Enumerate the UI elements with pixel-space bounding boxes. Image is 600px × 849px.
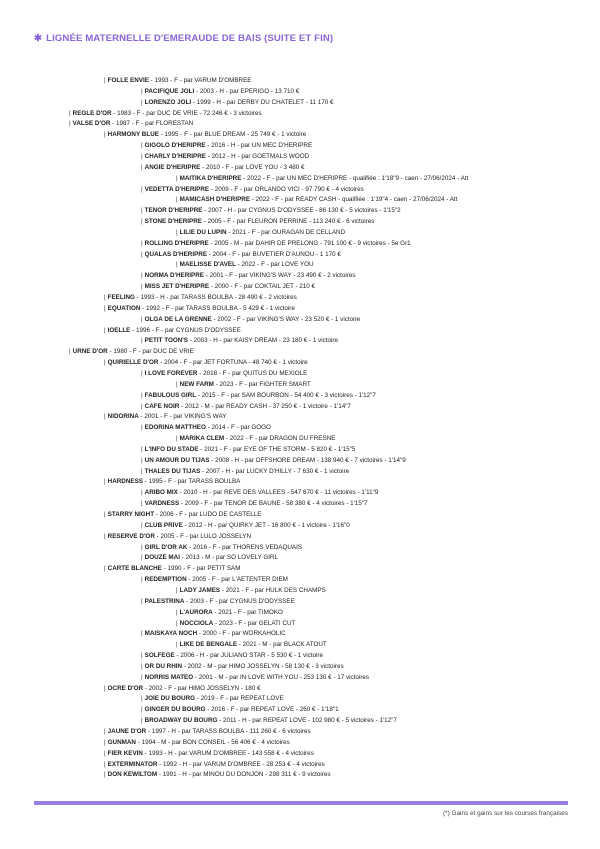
indent-bar: | — [104, 326, 106, 334]
pedigree-line — [141, 270, 356, 281]
pedigree-line — [104, 411, 226, 422]
indent-bar: | — [104, 684, 106, 692]
indent-bar: | — [104, 565, 106, 573]
indent-bar: | — [104, 749, 106, 757]
indent-bar: | — [141, 283, 143, 291]
pedigree-line — [104, 748, 314, 759]
horse-name: REDEMPTION — [144, 576, 187, 584]
horse-details: - 2010 - H - par REVE DES VALLEES - 547 670 € - 11 victoires - 1'11"9 — [177, 489, 379, 497]
horse-name: CARTE BLANCHE — [107, 565, 162, 573]
pedigree-line — [104, 509, 262, 520]
horse-name: QUIRIELLE D'OR — [107, 359, 159, 367]
pedigree-line — [141, 140, 312, 151]
horse-name: EQUATION — [107, 304, 141, 312]
pedigree-line — [141, 162, 305, 173]
horse-details: - 2013 - M - par SO LOVELY GIRL — [179, 554, 279, 562]
indent-bar: | — [176, 196, 178, 204]
horse-name: HARDNESS — [107, 478, 143, 486]
indent-bar: | — [141, 185, 143, 193]
horse-name: PALESTRINA — [144, 597, 185, 605]
horse-details: - 1999 - H - par DERBY DU CHATELET - 11 170 € — [191, 98, 334, 106]
horse-details: - 2000 - F - par COKTAIL JET - 210 € — [209, 283, 316, 291]
horse-name: UN AMOUR DU TIJAS — [144, 456, 210, 464]
indent-bar: | — [141, 456, 143, 464]
horse-details: - 2021 - F - par OURAGAN DE CELLAND — [226, 228, 346, 236]
pedigree-line — [141, 574, 288, 585]
pedigree-line — [141, 205, 401, 216]
indent-bar: | — [104, 760, 106, 768]
indent-bar: | — [141, 695, 143, 703]
horse-details: - 2012 - H - par GOETMALS WOOD — [205, 152, 310, 160]
horse-details: - 1992 - H - par VARUM D'OMBREE - 28 253 € - 4 victoires — [157, 760, 325, 768]
pedigree-line — [141, 628, 286, 639]
horse-name: DOUZE MAI — [144, 554, 180, 562]
indent-bar: | — [176, 586, 178, 594]
horse-name: SOLFEGE — [144, 652, 175, 660]
pedigree-line — [141, 368, 307, 379]
indent-bar: | — [141, 576, 143, 584]
indent-bar: | — [141, 543, 143, 551]
horse-name: FIER KEVIN — [107, 749, 143, 757]
pedigree-line — [141, 422, 271, 433]
indent-bar: | — [141, 662, 143, 670]
pedigree-line — [104, 476, 240, 487]
horse-details: - 2022 - F - par READY CASH - qualifiée : 1'19"4 - caen - 27/06/2024 - Att — [250, 196, 458, 204]
horse-details: - 1993 - H - par TARASS BOULBA - 28 490 € - 2 victoires — [134, 294, 297, 301]
horse-details: - 2007 - H - par LUCKY D'HILLY - 7 630 € - 1 victoire — [200, 467, 350, 475]
horse-details: - 2014 - F - par GOGO — [205, 424, 271, 432]
indent-bar: | — [141, 467, 143, 475]
horse-name: PETIT TOON'S — [144, 337, 189, 345]
indent-bar: | — [141, 207, 143, 215]
pedigree-line — [141, 86, 299, 97]
pedigree-line — [141, 715, 397, 726]
indent-bar: | — [176, 641, 178, 649]
horse-name: NOCCIOLA — [179, 619, 214, 627]
horse-details: - 2002 - F - par HIMO JOSSELYN - 180 € — [143, 684, 261, 692]
horse-name: ARIBO MIX — [144, 489, 178, 497]
indent-bar: | — [141, 500, 143, 508]
horse-name: LILIE DU LUPIN — [179, 228, 227, 236]
horse-details: - 2001 - F - par VIKING'S WAY - 23 490 € - 2 victoires — [203, 272, 356, 280]
indent-bar: | — [141, 402, 143, 410]
indent-bar: | — [104, 728, 106, 735]
horse-name: DON KEWILTOM — [107, 771, 158, 779]
pedigree-line — [176, 259, 314, 270]
horse-details: - 2001 - F - par VIKING'S WAY — [138, 413, 227, 421]
horse-name: MARIKA CLEM — [179, 435, 225, 443]
horse-details: - 1997 - H - par TARASS BOULBA - 111 260 € - 6 victoires — [146, 728, 311, 735]
horse-name: MAITIKA D'HERIPRE — [179, 174, 242, 182]
indent-bar: | — [141, 424, 143, 432]
indent-bar: | — [176, 261, 178, 269]
pedigree-line — [176, 639, 327, 650]
indent-bar: | — [104, 294, 106, 301]
horse-name: THALES DU TIJAS — [144, 467, 201, 475]
pedigree-line — [104, 325, 241, 336]
horse-name: NORMA D'HERIPRE — [144, 272, 204, 280]
horse-details: - 2023 - F - par GELATI CUT — [213, 619, 296, 627]
pedigree-line — [104, 683, 261, 694]
pedigree-line — [104, 75, 252, 86]
pedigree-line — [141, 314, 360, 325]
pedigree-line — [141, 542, 302, 553]
horse-details: - 1992 - F - par TARASS BOULBA - 5 429 € - 1 victoire — [140, 304, 295, 312]
star-icon: ✱ — [34, 33, 43, 44]
pedigree-line — [104, 563, 241, 574]
indent-bar: | — [176, 619, 178, 627]
indent-bar: | — [141, 98, 143, 106]
horse-name: JOIE DU BOURG — [144, 695, 196, 703]
pedigree-line — [141, 661, 344, 672]
pedigree-line — [104, 303, 295, 314]
horse-name: LORENZO JOLI — [144, 98, 192, 106]
pedigree-line — [141, 151, 309, 162]
page-title — [34, 33, 333, 44]
horse-details: - 2016 - F - par REPEAT LOVE - 260 € - 1'18"1 — [205, 706, 339, 714]
pedigree-line — [141, 520, 350, 531]
horse-name: OCRE D'OR — [107, 684, 144, 692]
horse-details: - 2006 - F - par LUDO DE CASTELLE — [154, 511, 262, 518]
horse-name: URNE D'OR — [72, 348, 108, 356]
horse-name: CLUB PRIVE — [144, 521, 183, 529]
horse-name: TENOR D'HERIPRE — [144, 207, 203, 215]
indent-bar: | — [141, 445, 143, 453]
indent-bar: | — [141, 717, 143, 725]
horse-name: FEELING — [107, 294, 135, 301]
indent-bar: | — [141, 706, 143, 714]
page-title-text: LIGNÉE MATERNELLE D'EMERAUDE DE BAIS (SUITE ET FIN) — [46, 33, 334, 44]
indent-bar: | — [141, 652, 143, 660]
horse-details: - 2011 - H - par REPEAT LOVE - 102 980 € - 5 victoires - 1'12"7 — [217, 717, 397, 725]
pedigree-line — [176, 379, 311, 390]
indent-bar: | — [104, 359, 106, 367]
horse-details: - 1995 - F - par TARASS BOULBA — [142, 478, 241, 486]
horse-name: HARMONY BLUE — [107, 131, 159, 139]
pedigree-line — [176, 227, 345, 238]
horse-name: IOELLE — [107, 326, 131, 334]
pedigree-line — [69, 118, 193, 129]
horse-details: - 2021 - F - par HULK DES CHAMPS — [220, 586, 326, 594]
horse-name: VEDETTA D'HERIPRE — [144, 185, 210, 193]
horse-details: - 2015 - F - par SAM BOURBON - 54 400 € - 3 victoires - 1'12"7 — [196, 391, 376, 399]
horse-name: OLGA DE LA GRENNE — [144, 315, 212, 323]
horse-details: - 2004 - F - par BUVETIER D'AUNOU - 1 170 € — [207, 250, 341, 258]
horse-name: GINGER DU BOURG — [144, 706, 206, 714]
horse-name: FOLLE ENVIE — [107, 77, 149, 84]
pedigree-line — [141, 487, 378, 498]
indent-bar: | — [69, 109, 71, 117]
horse-name: OR DU RHIN — [144, 662, 183, 670]
pedigree-line — [141, 693, 284, 704]
horse-details: - 1993 - F - par VARUM D'OMBREE — [148, 77, 252, 84]
pedigree-line — [69, 346, 194, 357]
horse-details: - 2005 - F - par LULO JOSSELYN — [154, 532, 251, 540]
pedigree-line — [176, 194, 457, 205]
horse-name: REGLE D'OR — [72, 109, 112, 117]
horse-details: - 2021 - F - par TIMOKO — [212, 608, 283, 616]
indent-bar: | — [141, 489, 143, 497]
pedigree-line — [141, 390, 376, 401]
pedigree-line — [176, 173, 468, 184]
indent-bar: | — [176, 608, 178, 616]
horse-details: - 2021 - M - par BLACK ATOUT — [237, 641, 327, 649]
horse-name: RESERVE D'OR — [107, 532, 155, 540]
footer-note: (*) Gains et gains sur les courses françaises — [442, 810, 568, 817]
horse-name: VALSE D'OR — [72, 120, 111, 128]
horse-name: JAUNE D'OR — [107, 728, 147, 735]
horse-details: - 2012 - M - par READY CASH - 37 250 € - 1 victoire - 1'14"7 — [179, 402, 351, 410]
horse-name: MAISKAYA NOCH — [144, 630, 198, 638]
horse-details: - 2000 - F - par WORKAHOLIC — [197, 630, 286, 638]
indent-bar: | — [176, 435, 178, 443]
indent-bar: | — [104, 738, 106, 746]
horse-details: - 2003 - F - par CYGNUS D'ODYSSEE — [184, 597, 295, 605]
indent-bar: | — [141, 163, 143, 171]
horse-details: - 2009 - F - par ORLANDO VICI - 97 790 € - 4 victoires — [209, 185, 364, 193]
pedigree-line — [141, 281, 315, 292]
pedigree-line — [141, 455, 406, 466]
horse-details: - 1993 - H - par VARUM D'OMBREE - 143 558 € - 4 victoires — [142, 749, 314, 757]
pedigree-line — [141, 444, 355, 455]
horse-name: MAELISSE D'AVEL — [179, 261, 236, 269]
indent-bar: | — [141, 521, 143, 529]
pedigree-line — [104, 759, 325, 770]
horse-details: - 2005 - F - par FLEURON PERRINE - 113 240 € - 6 victoires — [202, 218, 375, 226]
horse-details: - 2023 - F - par FIGHTER SMART — [213, 380, 311, 388]
pedigree-line — [141, 216, 374, 227]
indent-bar: | — [104, 304, 106, 312]
indent-bar: | — [176, 380, 178, 388]
indent-bar: | — [141, 87, 143, 95]
horse-details: - 1996 - F - par CYGNUS D'ODYSSEE — [130, 326, 241, 334]
indent-bar: | — [141, 337, 143, 345]
pedigree-line — [141, 249, 341, 260]
indent-bar: | — [141, 142, 143, 150]
horse-details: - 2019 - F - par REPEAT LOVE — [195, 695, 284, 703]
pedigree-line — [141, 672, 369, 683]
horse-name: L'AURORA — [179, 608, 213, 616]
horse-details: - 2001 - M - par IN LOVE WITH YOU - 253 130 € - 17 victoires — [193, 673, 370, 681]
pedigree-line — [176, 433, 335, 444]
indent-bar: | — [141, 554, 143, 562]
horse-details: - 2018 - F - par QUITUS DU MEXIOLE — [197, 369, 308, 377]
horse-name: EDORINA MATTHEO — [144, 424, 206, 432]
indent-bar: | — [141, 597, 143, 605]
horse-name: STARRY NIGHT — [107, 511, 155, 518]
pedigree-line — [104, 292, 297, 303]
indent-bar: | — [104, 532, 106, 540]
horse-name: FABULOUS GIRL — [144, 391, 197, 399]
indent-bar: | — [104, 478, 106, 486]
pedigree-line — [141, 401, 351, 412]
pedigree-line — [176, 607, 283, 618]
indent-bar: | — [141, 218, 143, 226]
horse-name: MISS JET D'HERIPRE — [144, 283, 210, 291]
horse-name: GIRL D'OR AK — [144, 543, 188, 551]
pedigree-line — [104, 726, 311, 737]
horse-details: - 2003 - H - par EPERIGO - 13 710 € — [194, 87, 300, 95]
horse-details: - 2022 - F - par DRAGON DU FRESNE — [224, 435, 336, 443]
horse-details: - 2007 - H - par CYGNUS D'ODYSSEE - 86 130 € - 5 victoires - 1'15"2 — [202, 207, 401, 215]
indent-bar: | — [69, 348, 71, 356]
pedigree-line — [141, 184, 364, 195]
horse-name: BROADWAY DU BOURG — [144, 717, 218, 725]
horse-details: - 1983 - F - par DUC DE VRIE - 72 246 € - 3 victoires — [111, 109, 262, 117]
indent-bar: | — [104, 77, 106, 84]
horse-details: - 1987 - F - par FLORESTAN — [110, 120, 194, 128]
pedigree-line — [141, 650, 323, 661]
horse-details: - 1995 - F - par BLUE DREAM - 25 749 € - 1 victoire — [158, 131, 307, 139]
horse-details: - 2002 - F - par VIKING'S WAY - 23 520 € - 1 victoire — [211, 315, 361, 323]
horse-details: - 2022 - F - par UN MEC D'HERIPRE - qualifiée : 1'18"9 - caen - 27/06/2024 - Att — [241, 174, 469, 182]
pedigree-line — [176, 585, 326, 596]
horse-details: - 1994 - M - par BON CONSEIL - 56 406 € - 4 victoires — [135, 738, 290, 746]
pedigree-line — [141, 704, 339, 715]
horse-name: STONE D'HERIPRE — [144, 218, 203, 226]
horse-name: EXTERMINATOR — [107, 760, 158, 768]
horse-name: PACIFIQUE JOLI — [144, 87, 195, 95]
horse-name: VARDNESS — [144, 500, 180, 508]
indent-bar: | — [176, 228, 178, 236]
horse-details: - 2006 - H - par JULIANO STAR - 5 530 € - 1 victoire — [174, 652, 323, 660]
pedigree-line — [141, 335, 338, 346]
horse-details: - 2016 - H - par UN MEC D'HERIPRE — [205, 142, 313, 150]
indent-bar: | — [141, 391, 143, 399]
horse-details: - 2016 - F - par THORENS VEDAQUAIS — [187, 543, 303, 551]
pedigree-line — [141, 498, 368, 509]
pedigree-line — [176, 618, 295, 629]
indent-bar: | — [104, 771, 106, 779]
horse-details: - 2004 - F - par JET FORTUNA - 48 740 € - 1 victoire — [158, 359, 308, 367]
indent-bar: | — [104, 511, 106, 518]
horse-details: - 2005 - M - par DAHIR DE PRELONG - 791 100 € - 9 victoires - 5e Gr1 — [208, 239, 411, 247]
horse-name: QUALAS D'HERIPRE — [144, 250, 208, 258]
horse-name: NEW FARM — [179, 380, 214, 388]
horse-name: MAMICASH D'HERIPRE — [179, 196, 251, 204]
horse-details: - 2008 - H - par OFFSHORE DREAM - 138 940 € - 7 victoires - 1'14"9 — [209, 456, 406, 464]
pedigree-line — [104, 737, 290, 748]
horse-name: I LOVE FOREVER — [144, 369, 198, 377]
indent-bar: | — [141, 272, 143, 280]
pedigree-line — [104, 129, 306, 140]
horse-details: - 2021 - F - par EYE OF THE STORM - 5 820 € - 1'15"5 — [198, 445, 356, 453]
indent-bar: | — [141, 630, 143, 638]
pedigree-line — [141, 97, 334, 108]
pedigree-line — [141, 596, 295, 607]
pedigree-line — [104, 531, 251, 542]
horse-details: - 1990 - F - par PETIT SAM — [161, 565, 241, 573]
indent-bar: | — [69, 120, 71, 128]
indent-bar: | — [141, 315, 143, 323]
horse-name: GIGOLO D'HERIPRE — [144, 142, 206, 150]
pedigree-line — [141, 466, 349, 477]
pedigree-line — [104, 357, 308, 368]
indent-bar: | — [141, 250, 143, 258]
footer-divider — [34, 801, 568, 805]
pedigree-line — [141, 552, 278, 563]
horse-details: - 2022 - F - par LOVE YOU — [235, 261, 314, 269]
horse-details: - 1991 - H - par MINOU DU DONJON - 298 311 € - 9 victoires — [157, 771, 331, 779]
horse-name: NIDORINA — [107, 413, 139, 421]
horse-name: CHARLY D'HERIPRE — [144, 152, 206, 160]
horse-name: NORRIS MATEO — [144, 673, 194, 681]
indent-bar: | — [176, 174, 178, 182]
indent-bar: | — [141, 239, 143, 247]
indent-bar: | — [104, 131, 106, 139]
horse-details: - 2003 - H - par KAISY DREAM - 23 180 € - 1 victoire — [188, 337, 339, 345]
pedigree-line — [141, 238, 411, 249]
horse-details: - 2010 - F - par LOVE YOU - 3 480 € — [200, 163, 305, 171]
indent-bar: | — [141, 673, 143, 681]
horse-name: CAFE NOIR — [144, 402, 180, 410]
horse-name: LADY JAMES — [179, 586, 221, 594]
horse-name: L'INFO DU STADE — [144, 445, 199, 453]
indent-bar: | — [104, 413, 106, 421]
horse-details: - 2009 - F - par TENOR DE BAUNE - 58 380 € - 4 victoires - 1'15"7 — [179, 500, 368, 508]
horse-name: ROLLING D'HERIPRE — [144, 239, 209, 247]
indent-bar: | — [141, 152, 143, 160]
indent-bar: | — [141, 369, 143, 377]
pedigree-line — [104, 769, 331, 780]
horse-details: - 2005 - F - par L'AETENTER DIEM — [186, 576, 288, 584]
horse-details: - 1980 - F - par DUC DE VRIE — [107, 348, 194, 356]
horse-name: GUNMAN — [107, 738, 136, 746]
horse-name: ANGIE D'HERIPRE — [144, 163, 201, 171]
horse-name: LIKE DE BENGALE — [179, 641, 238, 649]
pedigree-line — [69, 108, 262, 119]
horse-details: - 2012 - H - par QUIRKY JET - 16 800 € - 1 victoire - 1'16"0 — [182, 521, 350, 529]
horse-details: - 2002 - M - par HIMO JOSSELYN - 58 130 € - 3 victoires — [182, 662, 344, 670]
